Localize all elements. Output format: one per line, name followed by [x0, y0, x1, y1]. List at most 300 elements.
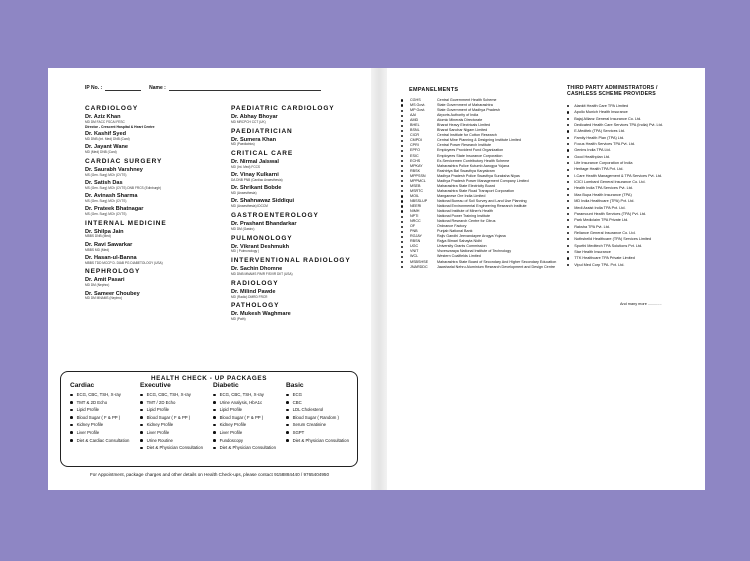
empanelment-name: Maharashtra State Board of Secondary And Higher Secondary Education: [437, 259, 557, 264]
doctor-name: Dr. Ravi Sawarkar: [85, 241, 133, 248]
empanelment-abbr: NEERI: [410, 203, 422, 208]
package-item-label: Blood Sugar ( F & PP ): [219, 414, 264, 420]
doctor-entry: [231, 311, 376, 322]
specialty-title: NEPHROLOGY: [85, 268, 141, 276]
name-field[interactable]: [169, 86, 321, 91]
package-item-label: Serum Creatinine: [292, 422, 327, 428]
tpa-item-label: ICICI Lombard General Insurance Co. Ltd.: [574, 180, 646, 185]
package-item-label: Diet & Physician Consultation: [292, 437, 349, 443]
doctor-entry: [231, 137, 376, 148]
tpa-item: [567, 262, 697, 268]
bullet-icon: [567, 200, 569, 202]
empanelment-abbr: NBSSLUP: [410, 198, 428, 203]
package-item: [286, 391, 349, 399]
tpa-item-label: Star Health Insurance: [574, 249, 611, 254]
specialty-section: [231, 150, 376, 209]
tpa-item-label: Good Healthplan Ltd.: [574, 154, 611, 159]
specialty-section: [85, 158, 230, 217]
doctor-name: Dr. Saurabh Varshney: [85, 166, 143, 173]
package-item: [213, 414, 276, 422]
doctor-qualification: MD DM (Nephro): [85, 283, 110, 288]
package-item: [70, 414, 129, 422]
bullet-icon: [567, 245, 569, 247]
package-item: [140, 391, 203, 399]
bullet-icon: [567, 188, 569, 190]
empanelment-name: Madhya Pradesh Police Swasthya Suraksha Niyas: [437, 173, 520, 178]
tpa-item-label: Paramount Health Services (TPA) Pvt. Ltd.: [574, 211, 647, 216]
doctor-qualification: MD (Path): [231, 317, 246, 322]
empanelment-abbr: BSNL: [410, 128, 420, 133]
specialty-title: PAEDIATRICIAN: [231, 127, 293, 135]
tpa-item-label: Genins India TPA Ltd.: [574, 148, 611, 153]
empanelment-name: Central Government Health Scheme: [437, 98, 497, 102]
tpa-item-label: Nothsheild Healthcare (TPA) Services Limited: [574, 237, 652, 242]
empanelment-name: Manganese Ore India Limited: [437, 193, 486, 198]
empanelment-abbr: MOIL: [410, 193, 420, 198]
doctor-name: Dr. Prateek Bhatnagar: [85, 206, 144, 213]
empanelment-abbr: VNIT: [410, 249, 419, 254]
bullet-icon: [140, 447, 143, 450]
package-item-label: Urine Analysis, HbA1c: [219, 399, 263, 405]
doctor-name: Dr. Mukesh Waghmare: [231, 311, 291, 318]
bullet-icon: [70, 424, 73, 427]
specialty-section: [231, 235, 376, 255]
specialty-title: PATHOLOGY: [231, 302, 280, 310]
bullet-icon: [286, 394, 289, 397]
empanelment-abbr: RBSK: [410, 168, 421, 173]
doctor-name: Dr. Abhay Bhoyar: [231, 114, 278, 120]
bullet-icon: [140, 431, 143, 434]
bullet-icon: [286, 416, 289, 419]
empanelment-name: Maharashtra State Electricity Board: [437, 183, 496, 188]
bullet-icon: [567, 194, 569, 196]
empanelment-abbr: ESIC: [410, 153, 419, 158]
empanelment-abbr: MPPMCL: [410, 178, 426, 183]
doctor-qualification: MBBS TDD MCCP D. DIAB PG DIABETOLOGY (USA): [85, 260, 163, 265]
package-item: [286, 406, 349, 414]
specialty-title: PULMONOLOGY: [231, 234, 293, 242]
tpa-item-label: Reliance General Insurance Co. Ltd.: [574, 230, 636, 235]
doctor-name: Dr. Jayant Wane: [85, 144, 129, 151]
package-name: Diabetic: [213, 382, 239, 389]
tpa-item-label: Focus Health Services TPA Pvt. Ltd.: [574, 142, 636, 147]
package-item-label: Diet & Physician Consultation: [146, 445, 203, 451]
package-item-label: Kidney Profile: [146, 422, 174, 428]
empanelment-name: Maharashtra Police Kutumb Aarogya Yojana: [437, 163, 510, 168]
bullet-icon: [567, 213, 569, 215]
empanelments-title: EMPANELMENTS: [409, 87, 459, 93]
bullet-icon: [140, 394, 143, 397]
bullet-icon: [567, 105, 569, 107]
bullet-icon: [567, 156, 569, 158]
doctor-name: Dr. Vinay Kulkarni: [231, 172, 279, 179]
bullet-icon: [213, 431, 216, 434]
bullet-icon: [567, 181, 569, 183]
package-item: [213, 444, 276, 452]
empanelment-abbr: EPFO: [410, 148, 421, 153]
health-check-box: [60, 371, 358, 467]
tpa-title-line2: CASHLESS SCHEME PROVIDERS: [567, 91, 656, 98]
bullet-icon: [567, 226, 569, 228]
package-item: [140, 406, 203, 414]
ip-no-field[interactable]: [105, 86, 141, 91]
bullet-icon: [140, 401, 143, 404]
doctor-qualification: MBBS MD (Med): [85, 247, 110, 252]
package-item: [213, 437, 276, 445]
bullet-icon: [567, 130, 569, 132]
specialty-section: [85, 220, 230, 266]
doctor-entry: [231, 172, 376, 183]
bullet-icon: [70, 416, 73, 419]
bullet-icon: [213, 416, 216, 419]
package-item: [70, 437, 129, 445]
tpa-item-label: Apollo Munich Health Insurance: [574, 110, 628, 115]
doctor-qualification: MD DM (Gastro): [231, 226, 255, 231]
empanelment-abbr: MP Govt.: [410, 108, 426, 113]
specialty-section: [231, 105, 376, 125]
package-item-label: Liver Profile: [76, 429, 100, 435]
doctor-entry: [231, 114, 376, 125]
specialty-section: [231, 257, 376, 277]
doctor-qualification: MD (Int. Med) FCCS: [231, 164, 261, 169]
package-item: [70, 421, 129, 429]
doctor-entry: [231, 198, 376, 209]
empanelment-abbr: CPRI: [410, 143, 419, 148]
doctor-entry: [231, 266, 376, 277]
bullet-icon: [286, 439, 289, 442]
tpa-item-label: Dedicated Health Care Services TPA (India) Pvt. Ltd.: [574, 123, 663, 128]
doctor-entry: [85, 229, 230, 240]
tpa-item-label: Spurthi Meditech TPA Solutions Pvt. Ltd.: [574, 243, 643, 248]
doctor-qualification: MD DM MNAMS (Nephro): [85, 296, 123, 301]
package-item-label: Blood Sugar ( F & PP ): [146, 414, 191, 420]
empanelment-name: Employees State Insurance Corporation: [437, 153, 503, 158]
package-item-label: Kidney Profile: [76, 422, 104, 428]
package-item-label: Fundoscopy: [219, 437, 244, 443]
appointment-contact-text: For Appointment, package charges and other details on Health Check-ups, please contact 9158884440 / 9765404950: [89, 472, 330, 477]
empanelment-name: National Institute of Miner's Health: [437, 209, 494, 214]
empanelment-name: Airports Authority of India: [437, 113, 479, 118]
bullet-icon: [567, 219, 569, 221]
empanelment-abbr: AAI: [410, 113, 416, 118]
ip-no-label: IP No. :: [85, 85, 103, 91]
bullet-icon: [286, 424, 289, 427]
doctor-name: Dr. Shilpa Jain: [85, 228, 124, 235]
bullet-icon: [213, 439, 216, 442]
doctor-name: Dr. Shahnawaz Siddiqui: [231, 198, 295, 205]
doctor-name: Dr. Amit Pasari: [85, 277, 125, 284]
package-item: [286, 399, 349, 407]
empanelment-abbr: MS Govt.: [410, 103, 426, 108]
tpa-item-label: Alankit Health Care TPA Limited: [574, 104, 629, 108]
package-item-label: Blood Sugar ( F & PP ): [76, 414, 121, 420]
bullet-icon: [286, 409, 289, 412]
specialty-section: [231, 302, 376, 322]
doctor-name: Dr. Vikrant Deshmukh: [231, 243, 290, 250]
package-item-label: TMT & 2D Echo: [76, 399, 108, 405]
bullet-icon: [567, 124, 569, 126]
doctor-qualification: MD (Paediatrics): [231, 142, 255, 147]
package-item: [213, 421, 276, 429]
bullet-icon: [567, 251, 569, 253]
specialty-section: [231, 128, 376, 148]
package-item: [286, 429, 349, 437]
bullet-icon: [213, 424, 216, 427]
doctor-entry: [231, 159, 376, 170]
doctor-name: Dr. Kashif Syed: [85, 131, 127, 138]
empanelment-name: Western Coalfields Limited: [437, 254, 481, 259]
package-item: [140, 444, 203, 452]
name-label: Name :: [149, 85, 166, 91]
doctor-entry: [85, 277, 230, 288]
bullet-icon: [140, 439, 143, 442]
bullet-icon: [567, 264, 569, 266]
bullet-icon: [567, 175, 569, 177]
empanelment-name: Bharat Heavy Electricals Limited: [437, 123, 491, 128]
package-item: [140, 399, 203, 407]
doctor-entry: [85, 242, 230, 253]
empanelment-abbr: MPKAY: [410, 163, 423, 168]
doctor-entry: [85, 206, 230, 217]
tpa-item-label: Vipul Med Corp TPA. Pvt. Ltd.: [574, 262, 625, 267]
doctor-qualification: MD DNB (Int. Med) DNB (Card): [85, 136, 130, 141]
doctor-entry: [85, 131, 230, 142]
doctor-name: Dr. Prashant Bhandarkar: [231, 221, 297, 228]
bullet-icon: [567, 137, 569, 139]
package-item: [140, 414, 203, 422]
specialty-title: CRITICAL CARE: [231, 150, 294, 158]
empanelment-name: National Environmental Engineering Research Institute: [437, 203, 527, 208]
package-item: [140, 421, 203, 429]
specialty-title: RADIOLOGY: [231, 279, 279, 287]
package-item-label: Lipid Profile: [76, 407, 100, 413]
bullet-icon: [286, 401, 289, 404]
empanelment-abbr: NIMH: [410, 209, 420, 214]
tpa-item-label: Park Mediclaim TPA Private Ltd.: [574, 218, 629, 223]
tpa-item-label: Max Bupa Health Insurance (TPA): [574, 192, 632, 197]
specialty-section: [85, 268, 230, 301]
doctor-designation: Director - Crescent Hospital & Heart Centre: [85, 124, 155, 129]
empanelment-abbr: JNARDDC: [410, 264, 428, 269]
bullet-icon: [70, 409, 73, 412]
bullet-icon: [70, 431, 73, 434]
package-item: [286, 414, 349, 422]
doctor-qualification: MS (Gen. Surg) MCh (CVTS): [85, 172, 127, 177]
doctor-entry: [85, 180, 230, 191]
package-item-label: Blood Sugar ( Random ): [292, 414, 339, 420]
package-item: [213, 406, 276, 414]
empanelment-name: Atomic Minerals Directorate: [437, 118, 483, 123]
tpa-title: [567, 85, 658, 98]
doctor-entry: [85, 144, 230, 155]
empanelment-name: Visvesvaraya National Institute of Technology: [437, 249, 512, 254]
package-item-label: ECG, CBC, TSH, X-ray: [146, 392, 191, 397]
empanelment-name: Central Mine Planning & Designing Institute Limited: [437, 138, 522, 143]
bullet-icon: [401, 265, 410, 270]
doctor-entry: [85, 114, 230, 129]
empanelment-abbr: WCL: [410, 254, 419, 259]
package-item-label: ECG, CBC, TSH, X-ray: [76, 392, 121, 397]
doctor-entry: [85, 255, 230, 266]
doctor-entry: [231, 289, 376, 300]
tpa-item-label: Medi Assist India TPA Pvt. Ltd.: [574, 205, 626, 210]
package-name: Executive: [140, 382, 171, 389]
tpa-item-label: MD India Healthcare (TPA) Pvt. Ltd.: [574, 199, 635, 204]
package-item-label: Diet & Cardiac Consultation: [76, 437, 130, 443]
empanelment-abbr: PNB: [410, 229, 418, 234]
empanelment-name: National Bureau of Soil Survey and Land Use Planning: [437, 198, 527, 203]
doctor-qualification: MS (Gen. Surg) MCh (CVTS): [85, 211, 127, 216]
package-item: [213, 429, 276, 437]
package-name: Cardiac: [70, 382, 95, 389]
empanelment-name: Maharashtra State Road Transport Corporation: [437, 188, 515, 193]
empanelment-name: National Power Training Institute: [437, 214, 491, 219]
doctor-name: Dr. Nirmal Jaiswal: [231, 159, 279, 166]
empanelment-name: Bharat Sanchar Nigam Limited: [437, 128, 488, 133]
empanelment-abbr: RGJAY: [410, 234, 423, 239]
doctor-entry: [85, 167, 230, 178]
empanelment-abbr: RBSN: [410, 239, 421, 244]
doctor-entry: [231, 221, 376, 232]
package-name: Basic: [286, 382, 304, 389]
bullet-icon: [567, 238, 569, 240]
doctors-column-left: [85, 102, 230, 304]
bullet-icon: [567, 118, 569, 120]
package-item: [140, 437, 203, 445]
bullet-icon: [70, 394, 73, 397]
empanelment-name: University Grants Commission: [437, 244, 487, 249]
package-item: [286, 437, 349, 445]
empanelment-name: Punjab National Bank: [437, 229, 473, 234]
tpa-title-line1: THIRD PARTY ADMINISTRATORS /: [567, 85, 658, 91]
empanelment-name: Rashtriya Bal Swasthya Karyakram: [437, 168, 495, 173]
bullet-icon: [213, 401, 216, 404]
right-page: [387, 68, 705, 490]
specialty-title: INTERVENTIONAL RADIOLOGY: [231, 257, 351, 265]
empanelment-abbr: NRCC: [410, 219, 421, 224]
empanelment-name: State Government of Maharashtra: [437, 103, 493, 108]
package-item-label: Urine Routine: [146, 437, 173, 443]
doctor-qualification: MD (Anaesthesia): [231, 191, 257, 196]
package-item-label: Kidney Profile: [219, 422, 247, 428]
package-item-label: ECG: [292, 392, 302, 397]
bullet-icon: [140, 416, 143, 419]
tpa-item-label: Heritage Health TPA Pvt. Ltd.: [574, 167, 624, 172]
empanelment-abbr: MPPSSN: [410, 173, 426, 178]
tpa-item-label: Family Health Plan (TPA) Ltd.: [574, 135, 625, 140]
tpa-list: [567, 103, 697, 268]
package-item-label: CBC: [292, 399, 302, 405]
package-item: [213, 399, 276, 407]
empanelment-abbr: CICR: [410, 133, 420, 138]
empanelment-name: Employees Provident Fund Organization: [437, 148, 504, 153]
tpa-item-label: TTK Healthcare TPA Private Limited: [574, 256, 635, 261]
package-item: [70, 391, 129, 399]
bullet-icon: [567, 162, 569, 164]
bullet-icon: [140, 409, 143, 412]
empanelment-name: Rajiv Gandhi Jeevandayee Arogya Yojana: [437, 234, 506, 239]
doctor-name: Dr. Sameer Choubey: [85, 290, 140, 297]
empanelment-abbr: CMPDI: [410, 138, 422, 143]
empanelment-name: National Research Centre for Citrus: [437, 219, 496, 224]
bullet-icon: [213, 409, 216, 412]
empanelment-abbr: NPTI: [410, 214, 419, 219]
package-item-label: TMT / 2D Echo: [146, 399, 176, 405]
doctor-name: Dr. Milind Pawde: [231, 288, 276, 295]
empanelment-name: Ex-Servicemen Contributory Health Scheme: [437, 158, 510, 163]
doctor-name: Dr. Hasan-ul-Banna: [85, 254, 137, 261]
doctor-entry: [231, 244, 376, 255]
empanelment-name: Jawaharlal Nehru Aluminium Research Development and Design Centre: [437, 264, 556, 269]
doctor-name: Dr. Sumera Khan: [231, 136, 277, 143]
doctor-qualification: MS (Gen. Surg) MCh (CVTS): [85, 198, 127, 203]
bullet-icon: [70, 439, 73, 442]
bullet-icon: [286, 431, 289, 434]
doctor-qualification: MD (Anaesthesia) IDCCM: [231, 204, 268, 209]
empanelment-abbr: MSBSHSE: [410, 259, 429, 264]
empanelment-name: State Government of Madhya Pradesh: [437, 108, 500, 113]
empanelment-name: Central Power Research Institute: [437, 143, 492, 148]
package-diabetic: [213, 382, 276, 452]
empanelment-abbr: ECHS: [410, 158, 421, 163]
left-page: [48, 68, 371, 490]
package-item: [70, 399, 129, 407]
bullet-icon: [567, 257, 569, 259]
bullet-icon: [567, 169, 569, 171]
doctor-qualification: MBBS DNB (Med): [85, 234, 111, 239]
doctor-name: Dr. Shrikant Bobde: [231, 185, 282, 192]
specialty-title: CARDIAC SURGERY: [85, 157, 163, 165]
package-basic: [286, 382, 349, 444]
doctor-entry: [85, 291, 230, 302]
bullet-icon: [213, 394, 216, 397]
package-cardiac: [70, 382, 129, 444]
specialty-section: [231, 280, 376, 300]
specialty-title: CARDIOLOGY: [85, 105, 139, 112]
doctor-qualification: MD DNB MNAMS FIMR FISVIR DIIT (USA): [231, 272, 293, 277]
doctor-qualification: MS (Gen. Surg) MCh (CVTS) DNB FRCS (Edinburgh): [85, 185, 162, 190]
book-spine: [371, 68, 387, 490]
specialty-title: PAEDIATRIC CARDIOLOGY: [231, 105, 335, 112]
empanelment-abbr: CGHS: [410, 98, 421, 102]
tpa-item-label: Bajaj Allianz General Insurance Co. Ltd.: [574, 116, 642, 121]
specialty-title: GASTROENTEROLOGY: [231, 212, 319, 220]
empanelment-abbr: BHEL: [410, 123, 420, 128]
specialty-title: INTERNAL MEDICINE: [85, 219, 167, 227]
specialty-section: [231, 212, 376, 232]
package-item-label: Lipid Profile: [146, 407, 170, 413]
doctor-qualification: MD MRCPCH CCT (UK): [231, 119, 266, 124]
package-item-label: Diet & Physician Consultation: [219, 445, 276, 451]
package-item: [286, 421, 349, 429]
package-item-label: ECG, CBC, TSH, X-ray: [219, 392, 264, 397]
bullet-icon: [70, 401, 73, 404]
doctor-qualification: MD (Radio) DMRD FRCR: [231, 294, 268, 299]
empanelment-row: [401, 265, 561, 270]
empanelment-abbr: OF: [410, 224, 416, 229]
bullet-icon: [567, 149, 569, 151]
bullet-icon: [567, 143, 569, 145]
empanelments-list: [401, 98, 561, 270]
package-item: [70, 406, 129, 414]
package-item: [213, 391, 276, 399]
bullet-icon: [567, 232, 569, 234]
package-item: [140, 429, 203, 437]
empanelment-abbr: AMD: [410, 118, 419, 123]
empanelment-name: Madhya Pradesh Power Management Company Limited: [437, 178, 529, 183]
tpa-more-text: And many more .............: [620, 302, 662, 306]
empanelment-abbr: UGC: [410, 244, 419, 249]
